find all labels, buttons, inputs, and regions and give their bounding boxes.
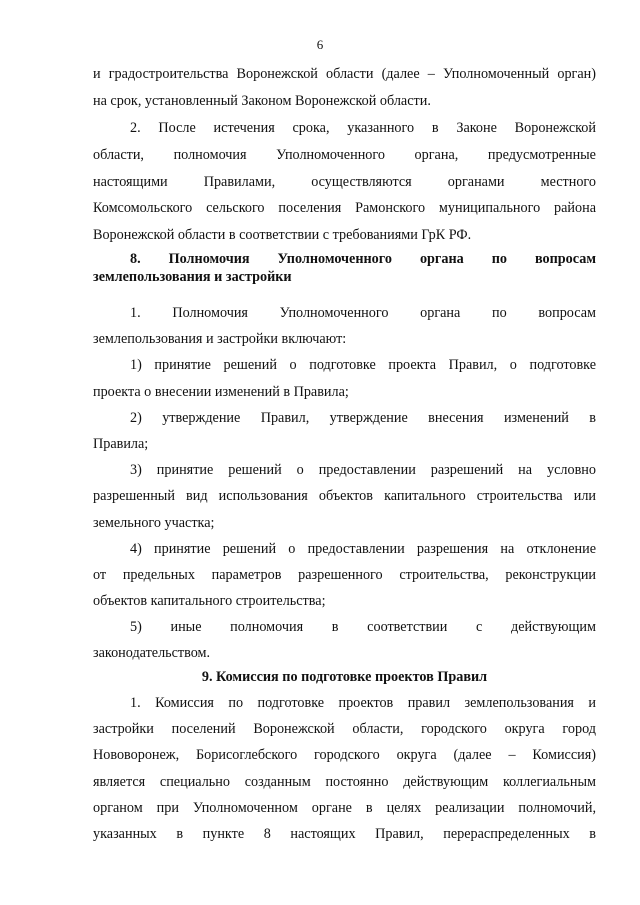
text-line: органом при Уполномоченном органе в целях реализации полномочий, bbox=[93, 800, 596, 816]
text-line: Воронежской области в соответствии с требованиями ГрК РФ. bbox=[93, 227, 472, 243]
text-line: земельного участка; bbox=[93, 515, 215, 531]
text-line: проекта о внесении изменений в Правила; bbox=[93, 384, 349, 400]
text-line: 2. После истечения срока, указанного в Законе Воронежской bbox=[130, 120, 596, 136]
text-line: настоящими Правилами, осуществляются органами местного bbox=[93, 174, 596, 190]
text-line: на срок, установленный Законом Воронежской области. bbox=[93, 93, 431, 109]
section-heading: 8. Полномочия Уполномоченного органа по вопросам bbox=[130, 251, 596, 267]
list-item: 4) принятие решений о предоставлении разрешения на отклонение bbox=[130, 541, 596, 557]
list-item: 1) принятие решений о подготовке проекта Правил, о подготовке bbox=[130, 357, 596, 373]
text-line: объектов капитального строительства; bbox=[93, 593, 326, 609]
text-line: указанных в пункте 8 настоящих Правил, перераспределенных в bbox=[93, 826, 596, 842]
text-line: землепользования и застройки включают: bbox=[93, 331, 347, 347]
section-heading: 9. Комиссия по подготовке проектов Правил bbox=[201, 669, 488, 685]
list-item: 2) утверждение Правил, утверждение внесения изменений в bbox=[130, 410, 596, 426]
text-line: 1. Полномочия Уполномоченного органа по вопросам bbox=[130, 305, 596, 321]
text-line: является специально созданным постоянно действующим коллегиальным bbox=[93, 774, 596, 790]
text-line: Нововоронеж, Борисоглебского городского округа (далее – Комиссия) bbox=[93, 747, 596, 763]
text-line: разрешенный вид использования объектов капитального строительства или bbox=[93, 488, 596, 504]
list-item: 5) иные полномочия в соответствии с действующим bbox=[130, 619, 596, 635]
text-line: и градостроительства Воронежской области (далее – Уполномоченный орган) bbox=[93, 66, 596, 82]
text-line: области, полномочия Уполномоченного органа, предусмотренные bbox=[93, 147, 596, 163]
text-line: Правила; bbox=[93, 436, 149, 452]
text-line: застройки поселений Воронежской области, городского округа город bbox=[93, 721, 596, 737]
section-heading: землепользования и застройки bbox=[93, 269, 292, 285]
page-number: 6 bbox=[316, 37, 324, 52]
text-line: законодательством. bbox=[93, 645, 211, 661]
text-line: от предельных параметров разрешенного строительства, реконструкции bbox=[93, 567, 596, 583]
text-line: Комсомольского сельского поселения Рамонского муниципального района bbox=[93, 200, 596, 216]
list-item: 3) принятие решений о предоставлении разрешений на условно bbox=[130, 462, 596, 478]
text-line: 1. Комиссия по подготовке проектов правил землепользования и bbox=[130, 695, 596, 711]
